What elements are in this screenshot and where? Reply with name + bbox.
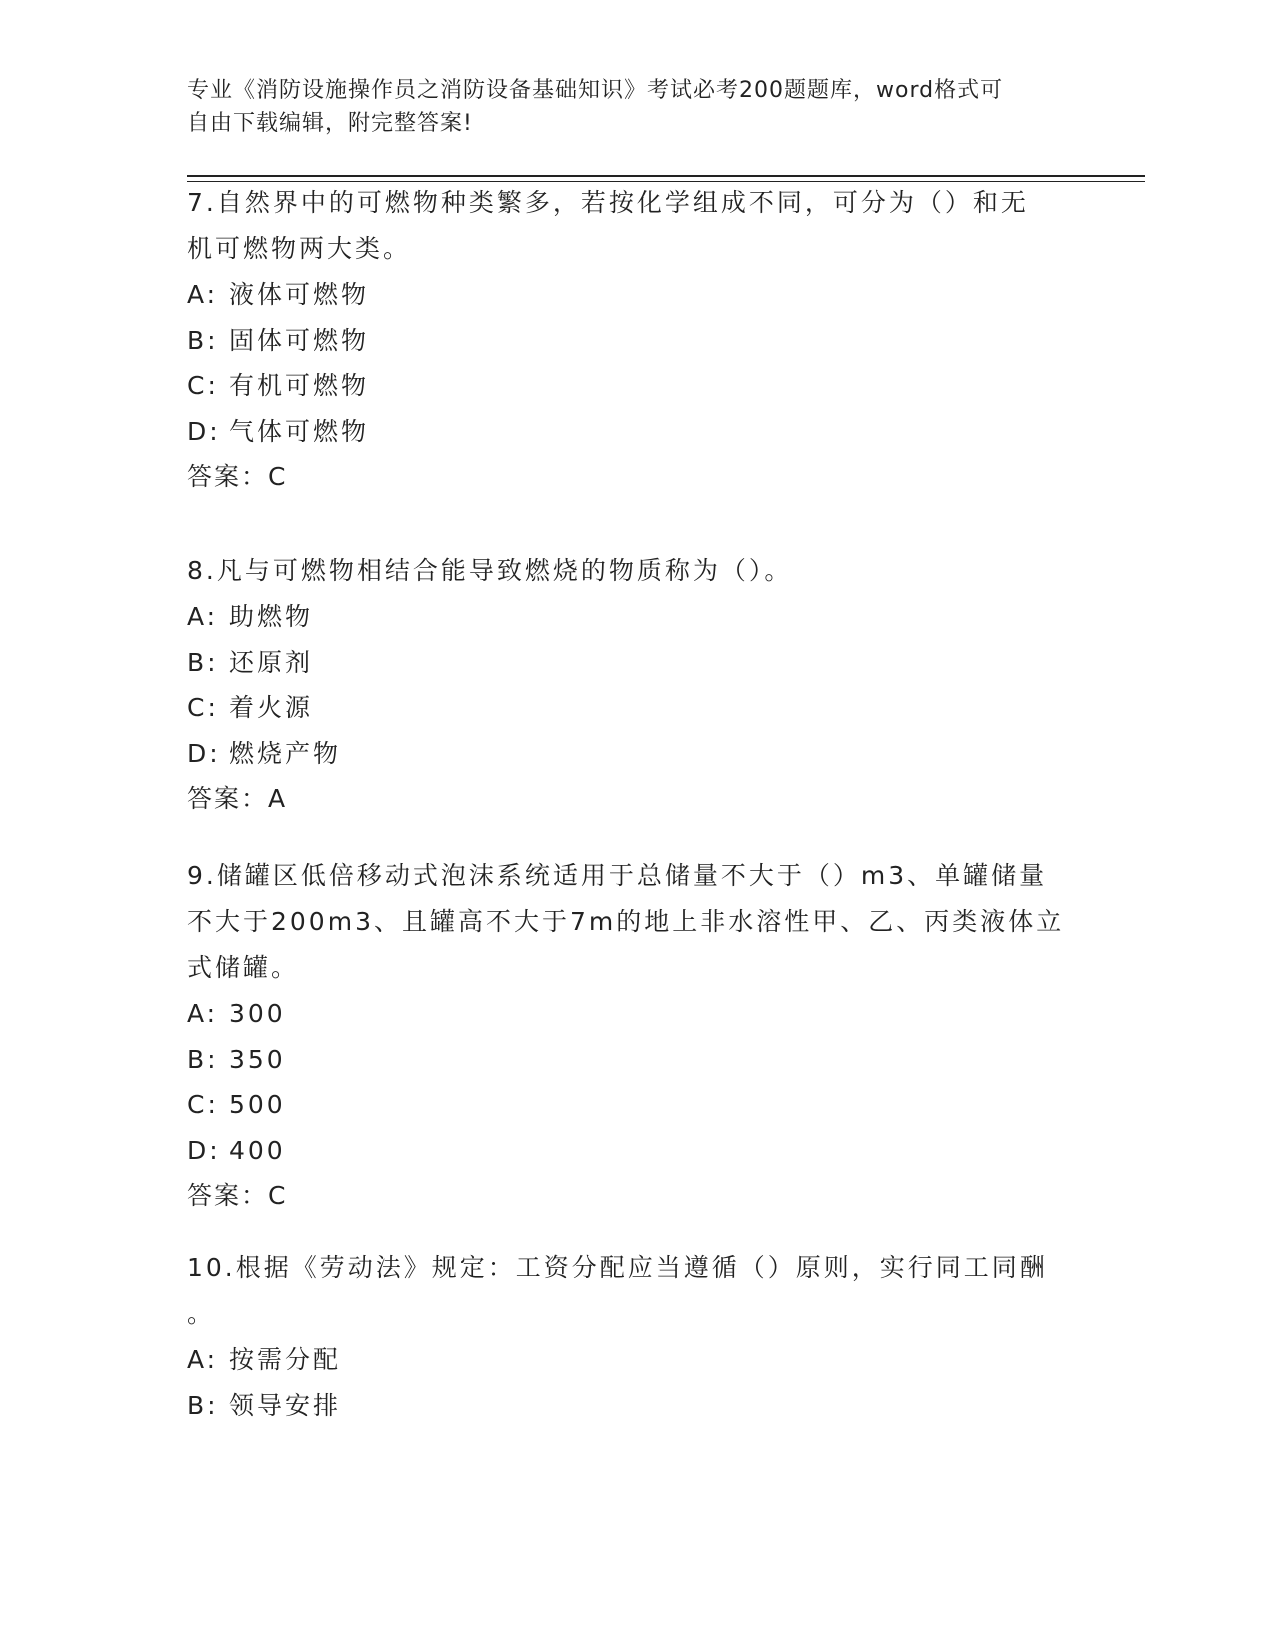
option-text: 气体可燃物 [229,416,370,446]
option-a [187,594,1067,640]
option-text: 300 [229,999,286,1028]
option-a [187,272,1067,318]
option-d [187,409,1067,455]
question-8 [187,548,1067,821]
option-b [187,1037,1067,1083]
option-key: B: [187,647,219,677]
question-stem: 7.自然界中的可燃物种类繁多，若按化学组成不同，可分为（）和无 [187,188,1029,217]
option-text: 按需分配 [229,1345,342,1374]
option-text: 还原剂 [229,647,314,677]
option-text: 助燃物 [229,602,314,631]
option-key: A: [187,999,219,1028]
option-text: 500 [229,1090,286,1119]
document-header [187,74,1067,140]
option-text: 领导安排 [229,1390,342,1420]
option-b [187,1383,1067,1429]
question-stem: 10.根据《劳动法》规定：工资分配应当遵循（）原则，实行同工同酬 [187,1253,1048,1282]
question-stem-continued: 机可燃物两大类。 [187,234,412,263]
option-key: A: [187,1345,219,1374]
option-c [187,685,1067,731]
option-key: D: [187,416,221,446]
question-10 [187,1245,1067,1428]
option-key: C: [187,371,219,400]
question-7 [187,180,1067,499]
option-key: D: [187,738,221,768]
question-stem-continued: 式储罐。 [187,953,300,982]
header-line-2: 自由下载编辑，附完整答案! [187,111,473,136]
option-text: 燃烧产物 [229,738,342,768]
question-stem-continued: 。 [187,1299,216,1328]
header-divider-thick [187,175,1145,177]
question-stem: 8.凡与可燃物相结合能导致燃烧的物质称为（）。 [187,556,793,585]
option-key: C: [187,693,219,722]
option-a [187,1337,1067,1383]
option-key: A: [187,280,219,309]
option-b [187,640,1067,686]
option-text: 400 [229,1135,286,1165]
option-key: C: [187,1090,219,1119]
option-text: 350 [229,1044,286,1074]
option-d [187,1128,1067,1174]
option-key: B: [187,1044,219,1074]
option-text: 着火源 [229,693,314,722]
option-key: A: [187,602,219,631]
question-9 [187,853,1067,1218]
option-a [187,991,1067,1037]
answer-line: 答案：C [187,1181,288,1210]
question-stem-continued: 不大于200m3、且罐高不大于7m的地上非水溶性甲、乙、丙类液体立 [187,907,1065,936]
answer-line: 答案：C [187,462,288,491]
question-stem: 9.储罐区低倍移动式泡沫系统适用于总储量不大于（）m3、单罐储量 [187,861,1048,890]
option-key: B: [187,1390,219,1420]
option-d [187,731,1067,777]
option-text: 有机可燃物 [229,371,370,400]
answer-line: 答案：A [187,784,288,813]
header-line-1: 专业《消防设施操作员之消防设备基础知识》考试必考200题题库，word格式可 [187,78,1004,103]
option-b [187,318,1067,364]
option-text: 固体可燃物 [229,325,370,355]
option-c [187,363,1067,409]
option-key: D: [187,1135,221,1165]
option-c [187,1082,1067,1128]
option-key: B: [187,325,219,355]
option-text: 液体可燃物 [229,280,370,309]
